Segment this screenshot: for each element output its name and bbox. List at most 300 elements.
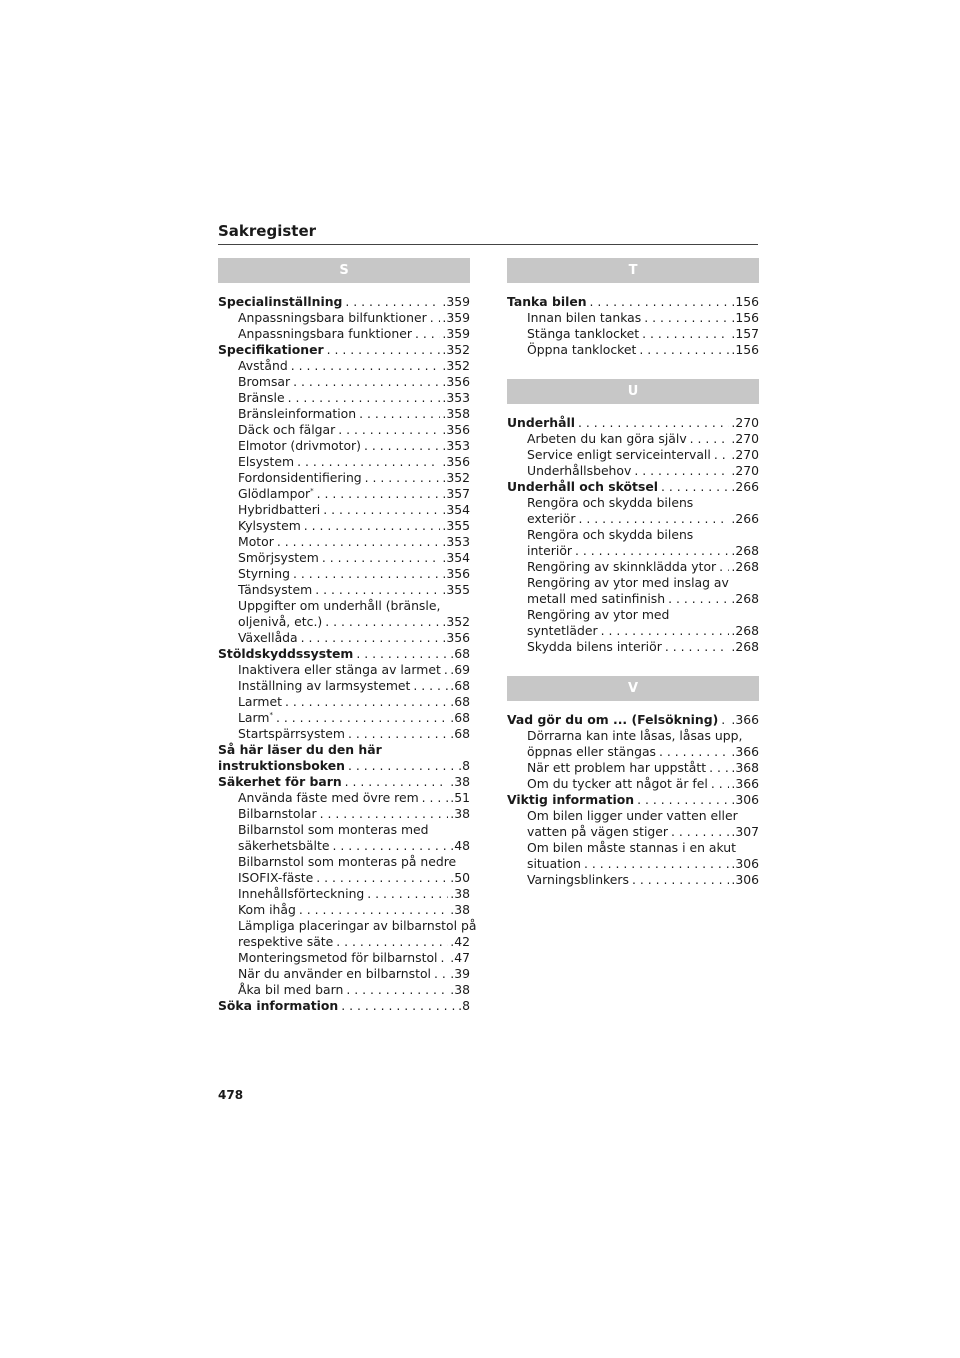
index-entry-page: .8 — [458, 758, 470, 773]
index-entry-label-text: Arbeten du kan göra själv — [527, 431, 687, 446]
dot-leader — [317, 806, 449, 822]
index-entry-label-text: Öppna tanklocket — [527, 342, 637, 357]
index-entry-sub[interactable] — [507, 310, 759, 326]
index-entry-sub[interactable] — [507, 639, 759, 655]
index-entry-wrapped-line: Dörrarna kan inte låsas, låsas upp, — [527, 728, 743, 743]
index-entry-label-text: Kylsystem — [238, 518, 301, 533]
index-entry-main[interactable] — [218, 646, 470, 662]
index-entry-label — [238, 710, 273, 726]
index-entry-page: .50 — [450, 870, 470, 885]
index-entry-page: .266 — [731, 511, 759, 526]
index-entry-label — [218, 294, 342, 310]
dot-leader — [342, 774, 449, 790]
index-entry-sub[interactable] — [218, 534, 470, 550]
index-entry-label-text: Däck och fälgar — [238, 422, 336, 437]
index-entry-label — [527, 431, 687, 447]
index-entry-label — [238, 886, 364, 902]
dot-leader — [665, 591, 729, 607]
index-entry-sub[interactable] — [218, 358, 470, 374]
index-entry-list — [507, 712, 759, 888]
index-entry-label-text: Inställning av larmsystemet — [238, 678, 411, 693]
dot-leader — [641, 310, 729, 326]
index-entry-page: .156 — [731, 342, 759, 357]
index-entry-label — [238, 950, 438, 966]
index-entry-label — [238, 678, 410, 694]
index-entry-label — [527, 326, 639, 342]
index-entry-label — [527, 559, 716, 575]
index-entry-label-text: Service enligt serviceintervall — [527, 447, 711, 462]
index-entry-page: .366 — [731, 776, 759, 791]
index-entry-label — [238, 790, 419, 806]
index-entry-label — [238, 630, 298, 646]
dot-leader — [361, 438, 440, 454]
index-entry-page: .270 — [731, 415, 759, 430]
index-entry-label — [218, 774, 342, 790]
index-entry-label — [238, 982, 343, 998]
index-entry-label-text: Elsystem — [238, 454, 295, 469]
index-entry-label — [507, 479, 658, 495]
index-entry-label — [238, 310, 427, 326]
index-entry-label-text: ISOFIX-fäste — [238, 870, 314, 885]
index-entry-label — [527, 639, 662, 655]
dot-leader — [313, 870, 448, 886]
index-entry-sub[interactable] — [218, 486, 470, 502]
index-entry-page: .38 — [450, 902, 470, 917]
index-entry-page: .359 — [442, 294, 470, 309]
dot-leader — [342, 294, 440, 310]
index-entry-label-text: Växellåda — [238, 630, 298, 645]
index-entry-sub[interactable] — [507, 447, 759, 463]
dot-leader — [631, 463, 729, 479]
index-entry-label — [238, 406, 356, 422]
index-entry-page: .39 — [450, 966, 470, 981]
index-entry-label-text: Larm — [238, 710, 270, 725]
index-entry-label-text: Underhåll — [507, 415, 575, 430]
index-entry-sub[interactable] — [218, 518, 470, 534]
index-entry-page: .353 — [442, 438, 470, 453]
index-entry-page: .268 — [731, 559, 759, 574]
index-entry-main[interactable] — [218, 998, 470, 1014]
index-entry-page: .356 — [442, 566, 470, 581]
index-entry-page: .38 — [450, 982, 470, 997]
index-entry-label — [238, 534, 274, 550]
index-entry-label — [218, 758, 345, 774]
index-entry-label — [238, 454, 294, 470]
header-rule — [218, 244, 758, 245]
dot-leader — [274, 534, 441, 550]
index-entry-label — [238, 582, 312, 598]
index-entry-page: .356 — [442, 630, 470, 645]
index-entry-sub[interactable] — [218, 438, 470, 454]
index-entry-page: .352 — [442, 614, 470, 629]
index-entry-page: .306 — [731, 792, 759, 807]
dot-leader — [441, 662, 448, 678]
dot-leader — [353, 646, 448, 662]
index-entry-page: .68 — [450, 710, 470, 725]
index-entry-page: .38 — [450, 806, 470, 821]
index-entry-page: .354 — [442, 502, 470, 517]
index-entry-page: .268 — [731, 639, 759, 654]
dot-leader — [658, 479, 729, 495]
index-entry-label — [507, 712, 718, 728]
index-entry-page: .68 — [450, 678, 470, 693]
index-entry-label — [238, 902, 296, 918]
index-entry-sub[interactable] — [218, 630, 470, 646]
index-entry-page: .353 — [442, 534, 470, 549]
index-entry-label-text: metall med satinfinish — [527, 591, 666, 606]
index-entry-label — [238, 838, 329, 854]
dot-leader — [718, 712, 729, 728]
index-entry-label-text: Underhållsbehov — [527, 463, 632, 478]
index-entry-page: .270 — [731, 431, 759, 446]
index-entry-page: .306 — [731, 872, 759, 887]
section-letter-band: U — [507, 379, 759, 404]
index-entry-main[interactable] — [218, 774, 470, 790]
index-entry-sub[interactable] — [507, 856, 759, 872]
index-entry-label-text: Bromsar — [238, 374, 291, 389]
index-entry-label — [527, 591, 665, 607]
index-entry-label-text: Glödlampor — [238, 486, 311, 501]
index-entry-sub[interactable] — [507, 776, 759, 792]
dot-leader — [716, 559, 729, 575]
index-entry-wrapped-line: Rengöra och skydda bilens — [527, 495, 694, 510]
footnote-marker: * — [310, 486, 314, 495]
index-entry-sub[interactable] — [507, 824, 759, 840]
index-entry-sub[interactable] — [218, 422, 470, 438]
dot-leader — [345, 758, 456, 774]
section-letter-band: T — [507, 258, 759, 283]
index-entry-label-text: Skydda bilens interiör — [527, 639, 662, 654]
index-column-right — [507, 258, 759, 888]
index-entry-sub[interactable] — [218, 454, 470, 470]
index-entry-label — [527, 342, 636, 358]
index-entry-page: .38 — [450, 886, 470, 901]
index-entry-page: .307 — [731, 824, 759, 839]
index-entry-sub[interactable] — [218, 470, 470, 486]
index-entry-sub[interactable] — [507, 326, 759, 342]
index-entry-label — [238, 566, 290, 582]
dot-leader — [288, 358, 441, 374]
dot-leader — [364, 886, 448, 902]
index-entry-page: .266 — [731, 479, 759, 494]
index-entry-sub[interactable] — [218, 726, 470, 742]
index-title: Sakregister — [218, 222, 317, 240]
dot-leader — [412, 326, 440, 342]
index-entry-wrapped-line: Bilbarnstol som monteras på nedre — [238, 854, 457, 869]
index-entry-label — [527, 776, 708, 792]
index-entry-main[interactable] — [218, 294, 470, 310]
index-entry-sub[interactable] — [218, 678, 470, 694]
index-entry-label — [238, 390, 285, 406]
index-entry-label — [238, 518, 301, 534]
index-entry-sub[interactable] — [507, 559, 759, 575]
index-entry-sub[interactable] — [218, 374, 470, 390]
section-letter-band: V — [507, 676, 759, 701]
index-entry-page: .358 — [442, 406, 470, 421]
index-entry-label — [238, 358, 288, 374]
index-entry-page: .51 — [450, 790, 470, 805]
index-entry-main[interactable] — [218, 758, 470, 774]
index-entry-label — [527, 623, 598, 639]
index-entry-label — [238, 870, 313, 886]
index-entry-label-text: Fordonsidentifiering — [238, 470, 362, 485]
index-entry-label-text: Specialinställning — [218, 294, 343, 309]
index-entry-main[interactable] — [507, 792, 759, 808]
index-entry-sub[interactable] — [507, 591, 759, 607]
index-entry-sub[interactable] — [507, 760, 759, 776]
index-entry-label — [507, 792, 634, 808]
index-entry-label — [238, 422, 335, 438]
index-entry-sub[interactable] — [218, 790, 470, 806]
index-entry-main[interactable] — [218, 342, 470, 358]
index-entry-sub[interactable] — [218, 838, 470, 854]
index-section — [507, 379, 759, 655]
index-entry-label-text: Om du tycker att något är fel — [527, 776, 708, 791]
dot-leader — [711, 447, 730, 463]
index-entry-label — [218, 646, 353, 662]
index-entry-list — [507, 415, 759, 655]
index-entry-label-text: När ett problem har uppstått — [527, 760, 707, 775]
index-entry-label — [507, 415, 575, 431]
dot-leader — [338, 998, 456, 1014]
index-entry-page: .356 — [442, 422, 470, 437]
index-entry-page: .306 — [731, 856, 759, 871]
index-entry-label-text: vatten på vägen stiger — [527, 824, 668, 839]
index-entry-label — [238, 614, 322, 630]
index-entry-main[interactable] — [507, 712, 759, 728]
index-entry-page: .270 — [731, 463, 759, 478]
dot-leader — [345, 726, 448, 742]
index-entry-label-text: Elmotor (drivmotor) — [238, 438, 361, 453]
index-entry-page: .42 — [450, 934, 470, 949]
index-entry-wrapped-line: Så här läser du den här — [218, 742, 382, 757]
index-entry-page: .268 — [731, 591, 759, 606]
index-entry-page: .359 — [442, 310, 470, 325]
index-entry-label-text: oljenivå, etc.) — [238, 614, 323, 629]
index-entry-label-text: Söka information — [218, 998, 339, 1013]
index-entry-sub[interactable] — [218, 390, 470, 406]
index-entry-list — [218, 294, 477, 1014]
index-entry-label — [527, 511, 575, 527]
page-number: 478 — [218, 1088, 244, 1102]
index-entry-label-text: Åka bil med barn — [238, 982, 344, 997]
index-entry-page: .359 — [442, 326, 470, 341]
index-entry-wrapped-line: Uppgifter om underhåll (bränsle, — [238, 598, 441, 613]
index-entry-label — [527, 463, 631, 479]
index-entry-sub[interactable] — [218, 694, 470, 710]
index-entry-sub[interactable] — [218, 982, 470, 998]
index-entry-label — [527, 744, 656, 760]
index-entry-label — [527, 447, 711, 463]
index-entry-label-text: Tändsystem — [238, 582, 313, 597]
index-entry-page: .48 — [450, 838, 470, 853]
index-entry-label — [527, 310, 641, 326]
index-entry-sub[interactable] — [218, 406, 470, 422]
dot-leader — [333, 934, 448, 950]
dot-leader — [581, 856, 729, 872]
index-entry-label — [527, 856, 581, 872]
dot-leader — [668, 824, 729, 840]
index-entry-sub[interactable] — [507, 623, 759, 639]
index-entry-sub[interactable] — [218, 582, 470, 598]
dot-leader — [438, 950, 449, 966]
index-entry-sub[interactable] — [218, 566, 470, 582]
dot-leader — [285, 390, 441, 406]
index-entry-label-text: Bränsle — [238, 390, 285, 405]
index-entry-sub[interactable] — [507, 342, 759, 358]
index-entry-label-text: Innan bilen tankas — [527, 310, 642, 325]
index-entry-label — [527, 872, 629, 888]
index-entry-sub[interactable] — [218, 614, 470, 630]
index-entry-label-text: Bränsleinformation — [238, 406, 357, 421]
dot-leader — [290, 374, 440, 390]
index-entry-page: .8 — [458, 998, 470, 1013]
dot-leader — [634, 792, 729, 808]
index-entry-label — [527, 543, 572, 559]
index-entry-sub[interactable] — [507, 543, 759, 559]
index-entry-page: .156 — [731, 294, 759, 309]
index-entry-label — [527, 760, 706, 776]
index-entry-label-text: Styrning — [238, 566, 290, 581]
index-entry-list — [507, 294, 759, 358]
index-entry-page: .68 — [450, 646, 470, 661]
index-entry-sub[interactable] — [218, 310, 470, 326]
index-entry-sub[interactable] — [218, 806, 470, 822]
index-entry-label — [238, 438, 361, 454]
dot-leader — [662, 639, 730, 655]
index-entry-label-text: Avstånd — [238, 358, 288, 373]
index-entry-page: .354 — [442, 550, 470, 565]
index-entry-sub[interactable] — [507, 511, 759, 527]
index-entry-label-text: Säkerhet för barn — [218, 774, 342, 789]
dot-leader — [706, 760, 729, 776]
index-entry-sub[interactable] — [218, 886, 470, 902]
index-entry-sub[interactable] — [507, 431, 759, 447]
dot-leader — [575, 415, 729, 431]
index-entry-label-text: Anpassningsbara funktioner — [238, 326, 412, 341]
index-entry-label — [527, 824, 668, 840]
dot-leader — [639, 326, 729, 342]
index-entry-page: .353 — [442, 390, 470, 405]
index-entry-page: .352 — [442, 470, 470, 485]
index-entry-label-text: instruktionsboken — [218, 758, 345, 773]
index-entry-label-text: När du använder en bilbarnstol — [238, 966, 431, 981]
index-entry-page: .368 — [731, 760, 759, 775]
index-entry-sub[interactable] — [218, 662, 470, 678]
index-entry-label-text: öppnas eller stängas — [527, 744, 656, 759]
index-entry-label-text: situation — [527, 856, 581, 871]
index-entry-label-text: Motor — [238, 534, 274, 549]
index-entry-label-text: Smörjsystem — [238, 550, 319, 565]
dot-leader — [301, 518, 441, 534]
index-entry-sub[interactable] — [218, 870, 470, 886]
dot-leader — [282, 694, 448, 710]
index-entry-label — [238, 934, 333, 950]
index-entry-page: .352 — [442, 342, 470, 357]
index-entry-label-text: Kom ihåg — [238, 902, 296, 917]
index-section — [507, 258, 759, 358]
index-entry-label-text: Rengöring av skinnklädda ytor — [527, 559, 717, 574]
index-entry-wrapped-line: Bilbarnstol som monteras med — [238, 822, 429, 837]
index-entry-main[interactable] — [507, 294, 759, 310]
index-entry-page: .270 — [731, 447, 759, 462]
dot-leader — [587, 294, 730, 310]
index-entry-label-text: säkerhetsbälte — [238, 838, 330, 853]
index-entry-sub[interactable] — [218, 966, 470, 982]
index-entry-sub[interactable] — [218, 710, 470, 726]
index-entry-label — [238, 694, 282, 710]
index-entry-label-text: interiör — [527, 543, 572, 558]
index-entry-page: .356 — [442, 454, 470, 469]
dot-leader — [410, 678, 448, 694]
index-entry-label — [218, 998, 338, 1014]
index-entry-page: .157 — [731, 326, 759, 341]
index-entry-label — [238, 486, 314, 502]
index-entry-label — [238, 726, 345, 742]
index-entry-main[interactable] — [507, 479, 759, 495]
index-entry-label — [238, 550, 319, 566]
index-entry-sub[interactable] — [218, 550, 470, 566]
dot-leader — [687, 431, 730, 447]
index-entry-label-text: Vad gör du om ... (Felsökning) — [507, 712, 719, 727]
dot-leader — [322, 614, 440, 630]
dot-leader — [419, 790, 449, 806]
index-entry-label-text: exteriör — [527, 511, 576, 526]
index-entry-label-text: Startspärrsystem — [238, 726, 345, 741]
index-entry-wrapped-line: Om bilen måste stannas i en akut — [527, 840, 736, 855]
index-entry-sub[interactable] — [218, 902, 470, 918]
dot-leader — [575, 511, 729, 527]
index-entry-label-text: respektive säte — [238, 934, 334, 949]
index-entry-sub[interactable] — [218, 950, 470, 966]
index-entry-label — [238, 502, 320, 518]
dot-leader — [273, 710, 448, 726]
index-entry-main[interactable] — [507, 415, 759, 431]
index-entry-label-text: Stöldskyddssystem — [218, 646, 354, 661]
dot-leader — [427, 310, 441, 326]
dot-leader — [329, 838, 448, 854]
index-entry-label-text: Anpassningsbara bilfunktioner — [238, 310, 427, 325]
index-entry-label — [218, 342, 324, 358]
index-entry-page: .268 — [731, 623, 759, 638]
index-entry-sub[interactable] — [507, 872, 759, 888]
index-entry-sub[interactable] — [507, 744, 759, 760]
index-entry-label-text: Larmet — [238, 694, 282, 709]
index-entry-label-text: Bilbarnstolar — [238, 806, 317, 821]
index-entry-wrapped-line: Rengöring av ytor med inslag av — [527, 575, 729, 590]
index-entry-wrapped-line: Rengöring av ytor med — [527, 607, 670, 622]
dot-leader — [296, 902, 448, 918]
index-entry-sub[interactable] — [218, 502, 470, 518]
index-column-left — [218, 258, 477, 1014]
index-entry-page: .357 — [442, 486, 470, 501]
dot-leader — [298, 630, 441, 646]
index-entry-page: .268 — [731, 543, 759, 558]
index-entry-page: .366 — [731, 744, 759, 759]
index-entry-label-text: Använda fäste med övre rem — [238, 790, 419, 805]
index-entry-sub[interactable] — [218, 934, 470, 950]
index-entry-page: .355 — [442, 518, 470, 533]
index-entry-sub[interactable] — [218, 326, 470, 342]
index-entry-label-text: Underhåll och skötsel — [507, 479, 658, 494]
index-entry-wrapped-line: Om bilen ligger under vatten eller — [527, 808, 738, 823]
index-entry-page: .352 — [442, 358, 470, 373]
index-entry-page: .355 — [442, 582, 470, 597]
index-entry-sub[interactable] — [507, 463, 759, 479]
dot-leader — [708, 776, 730, 792]
dot-leader — [312, 582, 440, 598]
dot-leader — [629, 872, 729, 888]
